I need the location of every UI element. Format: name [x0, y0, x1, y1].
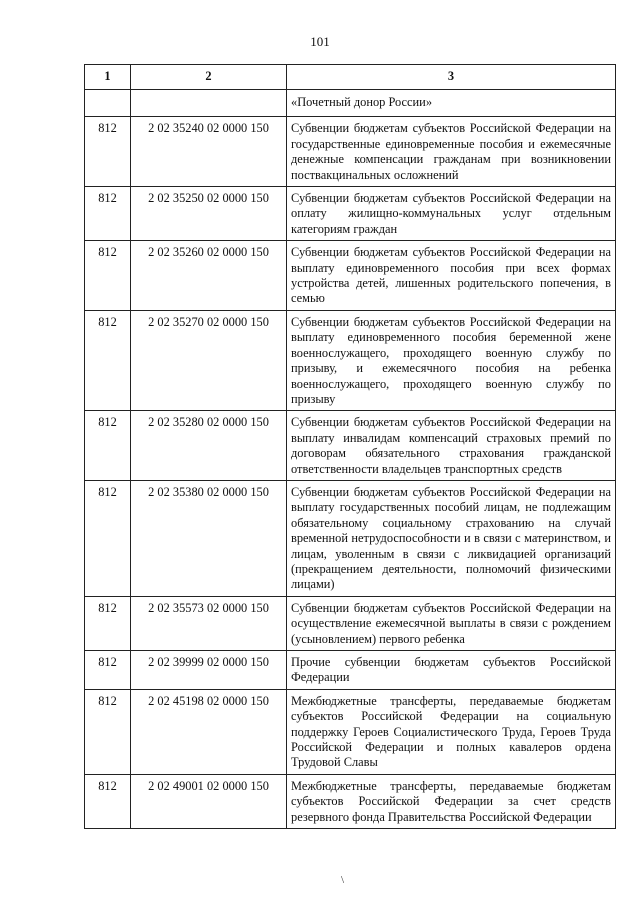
revenue-description-cell: Прочие субвенции бюджетам субъектов Российской Федерации	[287, 651, 616, 690]
admin-code-cell: 812	[85, 241, 131, 311]
column-header-3: 3	[287, 65, 616, 90]
revenue-description-cell: Субвенции бюджетам субъектов Российской Федерации на выплату единовременного пособия беременной жене военнослужащего, проходящего военную службу по призыву, и ежемесячного пособия на ребенка военнослужащего, проходящего военную службу по призыву	[287, 310, 616, 410]
revenue-code-cell: 2 02 35280 02 0000 150	[131, 411, 287, 481]
revenue-code-cell: 2 02 35240 02 0000 150	[131, 117, 287, 187]
column-header-1: 1	[85, 65, 131, 90]
table-row	[85, 117, 616, 187]
admin-code-cell	[85, 90, 131, 117]
table-row	[85, 241, 616, 311]
revenue-code-cell	[131, 90, 287, 117]
revenue-code-cell: 2 02 35250 02 0000 150	[131, 187, 287, 241]
table-row	[85, 651, 616, 690]
revenue-code-cell: 2 02 35270 02 0000 150	[131, 310, 287, 410]
footer-mark: \	[341, 874, 345, 886]
page-number: 101	[310, 34, 330, 49]
admin-code-cell: 812	[85, 651, 131, 690]
revenue-code-cell: 2 02 35380 02 0000 150	[131, 480, 287, 596]
admin-code-cell: 812	[85, 310, 131, 410]
table-row	[85, 411, 616, 481]
budget-revenue-table	[84, 64, 616, 829]
revenue-description-cell: Субвенции бюджетам субъектов Российской Федерации на оплату жилищно-коммунальных услуг отдельным категориям граждан	[287, 187, 616, 241]
admin-code-cell: 812	[85, 187, 131, 241]
revenue-code-cell: 2 02 35260 02 0000 150	[131, 241, 287, 311]
admin-code-cell: 812	[85, 117, 131, 187]
table-row	[85, 596, 616, 650]
revenue-description-cell: Субвенции бюджетам субъектов Российской Федерации на государственные единовременные пособия и ежемесячные денежные компенсации гражданам при возникновении поствакцинальных осложнений	[287, 117, 616, 187]
revenue-description-cell: Субвенции бюджетам субъектов Российской Федерации на выплату инвалидам компенсаций страховых премий по договорам обязательного страхования гражданской ответственности владельцев транспортных средств	[287, 411, 616, 481]
table-row	[85, 689, 616, 774]
table-row	[85, 310, 616, 410]
revenue-description-cell: Субвенции бюджетам субъектов Российской Федерации на осуществление ежемесячной выплаты в связи с рождением (усыновлением) первого ребенка	[287, 596, 616, 650]
revenue-description-cell: Межбюджетные трансферты, передаваемые бюджетам субъектов Российской Федерации на социальную поддержку Героев Социалистического Труда, Героев Труда Российской Федерации и полных кавалеров ордена Трудовой Славы	[287, 689, 616, 774]
revenue-code-cell: 2 02 35573 02 0000 150	[131, 596, 287, 650]
admin-code-cell: 812	[85, 689, 131, 774]
revenue-description-cell: «Почетный донор России»	[287, 90, 616, 117]
admin-code-cell: 812	[85, 411, 131, 481]
admin-code-cell: 812	[85, 480, 131, 596]
revenue-description-cell: Межбюджетные трансферты, передаваемые бюджетам субъектов Российской Федерации за счет средств резервного фонда Правительства Российской Федерации	[287, 774, 616, 828]
revenue-description-cell: Субвенции бюджетам субъектов Российской Федерации на выплату государственных пособий лицам, не подлежащим обязательному социальному страхованию на случай временной нетрудоспособности и в связи с материнством, и лицам, уволенным в связи с ликвидацией организаций (прекращением деятельности, полномочий физическими лицами)	[287, 480, 616, 596]
table-row	[85, 90, 616, 117]
revenue-description-cell: Субвенции бюджетам субъектов Российской Федерации на выплату единовременного пособия при всех формах устройства детей, лишенных родительского попечения, в семью	[287, 241, 616, 311]
table-row	[85, 187, 616, 241]
table-header-row	[85, 65, 616, 90]
revenue-code-cell: 2 02 45198 02 0000 150	[131, 689, 287, 774]
table-row	[85, 480, 616, 596]
table-row	[85, 774, 616, 828]
revenue-code-cell: 2 02 39999 02 0000 150	[131, 651, 287, 690]
admin-code-cell: 812	[85, 774, 131, 828]
admin-code-cell: 812	[85, 596, 131, 650]
column-header-2: 2	[131, 65, 287, 90]
revenue-code-cell: 2 02 49001 02 0000 150	[131, 774, 287, 828]
